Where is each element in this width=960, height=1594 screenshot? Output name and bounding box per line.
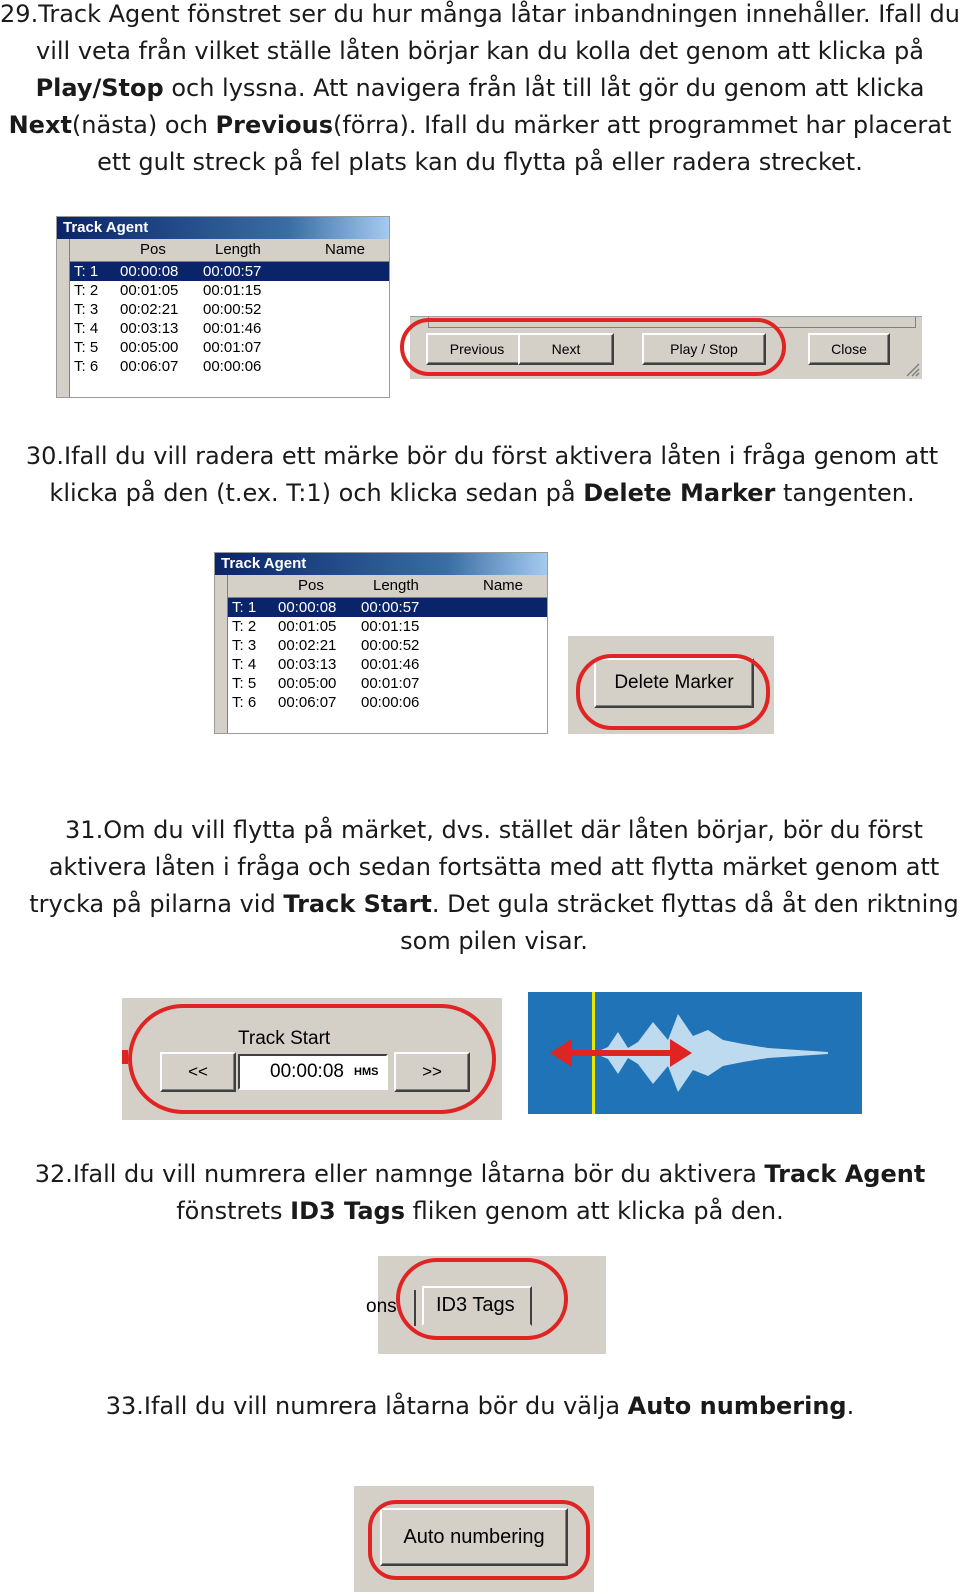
track-start-unit: HMS [354, 1066, 379, 1078]
delete-marker-button[interactable]: Delete Marker [594, 658, 754, 708]
track-agent-title: Track Agent [57, 217, 389, 239]
track-list [227, 575, 547, 733]
track-start-back-button[interactable]: << [160, 1052, 236, 1092]
track-row[interactable]: T: 1 00:00:08 00:00:57 [228, 598, 547, 617]
move-arrow-left-head [550, 1039, 572, 1067]
track-row[interactable]: T: 4 00:03:13 00:01:46 [232, 656, 420, 673]
highlight-ring [128, 1004, 496, 1114]
track-agent-window [214, 552, 548, 734]
track-list-header [228, 575, 547, 598]
column-length[interactable]: Length [373, 577, 419, 594]
step-30-text: 30.Ifall du vill radera ett märke bör du först aktivera låten i fråga genom att klicka på den (t.ex. T:1) och klicka sedan på Delete Marker tangenten. [25, 442, 939, 507]
resize-grip-icon[interactable] [904, 361, 920, 377]
track-row[interactable]: T: 5 00:05:00 00:01:07 [232, 675, 420, 692]
column-length[interactable]: Length [215, 241, 261, 258]
tab-id3-tags-label: ID3 Tags [436, 1294, 515, 1316]
track-agent-window [56, 216, 390, 398]
column-pos[interactable]: Pos [140, 241, 166, 258]
track-row[interactable]: T: 3 00:02:21 00:00:52 [232, 637, 420, 654]
waveform-graphic [528, 992, 862, 1114]
track-row[interactable]: T: 3 00:02:21 00:00:52 [74, 301, 262, 318]
track-agent-title: Track Agent [215, 553, 547, 575]
tab-previous-fragment[interactable]: ons [378, 1290, 416, 1326]
next-button[interactable]: Next [518, 333, 614, 365]
ring-edge-mark [122, 1050, 128, 1064]
column-name[interactable]: Name [325, 241, 366, 258]
highlight-ring [400, 318, 786, 376]
step-31-text: 31.Om du vill flytta på märket, dvs. stället där låten börjar, bör du först aktivera låten i fråga och sedan fortsätta med att flytta märket genom att trycka på pilarna vid Track Start. Det gula sträcket flyttas då åt den riktning som pilen visar. [29, 816, 959, 955]
track-row[interactable]: T: 2 00:01:05 00:01:15 [232, 618, 420, 635]
step-32-text: 32.Ifall du vill numrera eller namnge låtarna bör du aktivera Track Agent fönstrets ID3 Tags fliken genom att klicka på den. [34, 1160, 926, 1225]
track-list-header [70, 239, 389, 262]
column-name[interactable]: Name [483, 577, 524, 594]
track-row[interactable]: T: 1 00:00:08 00:00:57 [70, 262, 389, 281]
track-row[interactable]: T: 4 00:03:13 00:01:46 [74, 320, 262, 337]
track-list [69, 239, 389, 397]
auto-numbering-button[interactable]: Auto numbering [380, 1508, 568, 1566]
step-29-text: 29.Track Agent fönstret ser du hur många låtar inbandningen innehåller. Ifall du vill veta från vilket ställe låten börjar kan du kolla det genom att klicka på Play/Stop och lyssna. Att navigera från låt till låt gör du genom att klicka Next(nästa) och Previous(förra). Ifall du märker att programmet har placerat ett gult streck på fel plats kan du flytta på eller radera strecket. [0, 0, 960, 176]
close-button[interactable]: Close [808, 333, 890, 365]
previous-button[interactable]: Previous [426, 333, 528, 365]
track-row[interactable]: T: 5 00:05:00 00:01:07 [74, 339, 262, 356]
highlight-ring [396, 1258, 568, 1340]
play-stop-button[interactable]: Play / Stop [642, 333, 766, 365]
step-33-text: 33.Ifall du vill numrera låtarna bör du välja Auto numbering. [105, 1392, 855, 1420]
track-row[interactable]: T: 6 00:06:07 00:00:06 [74, 358, 262, 375]
track-start-time: 00:00:08 [270, 1061, 344, 1082]
track-start-label: Track Start [238, 1028, 331, 1049]
highlight-ring [576, 654, 770, 730]
highlight-ring [368, 1500, 590, 1580]
track-start-forward-button[interactable]: >> [394, 1052, 470, 1092]
track-row[interactable]: T: 6 00:06:07 00:00:06 [232, 694, 420, 711]
track-row[interactable]: T: 2 00:01:05 00:01:15 [74, 282, 262, 299]
waveform-view [528, 992, 862, 1114]
column-pos[interactable]: Pos [298, 577, 324, 594]
